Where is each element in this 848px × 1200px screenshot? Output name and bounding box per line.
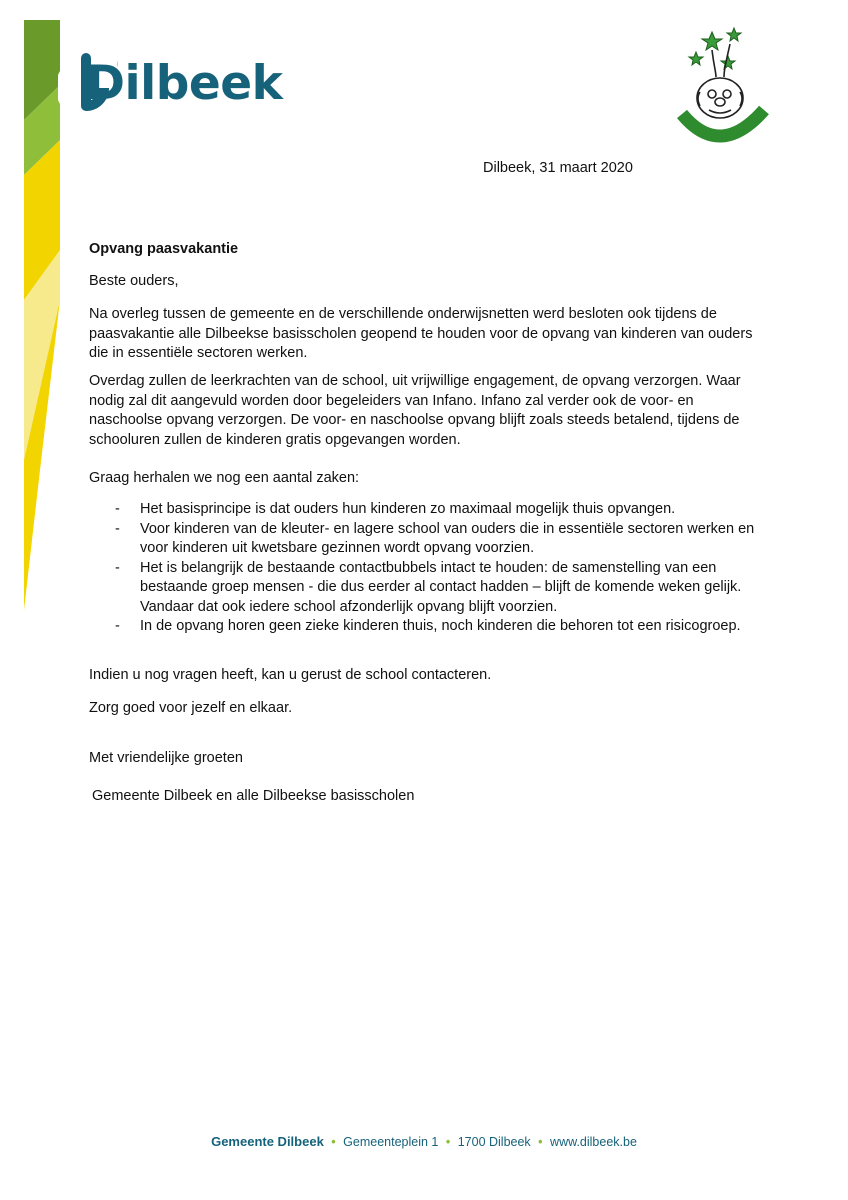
footer-website[interactable]: www.dilbeek.be: [550, 1135, 637, 1149]
footer-organization: Gemeente Dilbeek: [211, 1134, 324, 1149]
footer-separator: •: [331, 1135, 336, 1149]
greeting: Met vriendelijke groeten: [89, 750, 243, 766]
bullet-text: Het basisprincipe is dat ouders hun kinderen zo maximaal mogelijk thuis opvangen.: [140, 501, 676, 517]
bullet-marker: -: [115, 501, 120, 517]
bullet-marker: -: [115, 618, 120, 634]
bullet-text: In de opvang horen geen zieke kinderen thuis, noch kinderen die behoren tot een risicogroep.: [140, 618, 741, 634]
list-item: [89, 500, 759, 520]
face-icon: [697, 44, 743, 118]
letter-salutation: Beste ouders,: [89, 273, 179, 289]
footer-address: Gemeenteplein 1: [343, 1135, 439, 1149]
footer-separator: •: [538, 1135, 543, 1149]
bullet-marker: -: [115, 520, 120, 537]
letter-subject: Opvang paasvakantie: [89, 241, 239, 257]
letter-date: Dilbeek, 31 maart 2020: [483, 160, 633, 176]
signature: Gemeente Dilbeek en alle Dilbeekse basisscholen: [92, 788, 415, 804]
paragraph-1: Na overleg tussen de gemeente en de verschillende onderwijsnetten werd besloten ook tijdens de paasvakantie alle Dilbeekse basisscholen geopend te houden voor de opvang van kinderen van ouders die in essentiële sectoren werken.: [89, 306, 753, 361]
list-item: [89, 559, 759, 618]
bullet-text: Het is belangrijk de bestaande contactbubbels intact te houden: de samenstelling van een bestaande groep mensen - die dus eerder al contact hadden – blijft de komende weken gelijk. Vandaar dat ook iedere school afzonderlijk opvang blijft voorzien.: [140, 559, 742, 615]
paragraph-2: Overdag zullen de leerkrachten van de school, uit vrijwillige engagement, de opvang verzorgen. Waar nodig zal dit aangevuld worden door begeleiders van Infano. Infano zal verder ook de voor- en naschoolse opvang verzorgen. De voor- en naschoolse opvang blijft zoals steeds betalend, tijdens de schooluren zullen de kinderen gratis opgevangen worden.: [89, 373, 741, 448]
footer-separator: •: [445, 1135, 451, 1149]
footer-postal: 1700 Dilbeek: [457, 1135, 531, 1149]
footer: [0, 1134, 848, 1149]
star-icon: [689, 28, 741, 69]
list-item: [89, 617, 759, 637]
bullet-marker: -: [115, 559, 120, 576]
closing-line-1: Indien u nog vragen heeft, kan u gerust de school contacteren.: [89, 667, 492, 683]
logo-wordmark: Dilbeek: [86, 56, 283, 111]
dilbeek-logo: [60, 50, 300, 130]
school-logo: [664, 22, 774, 152]
paragraph-3: Graag herhalen we nog een aantal zaken:: [89, 470, 360, 486]
bullet-list: [89, 500, 759, 637]
decorative-color-band: [0, 0, 60, 620]
list-item: [89, 520, 759, 559]
bullet-text: Voor kinderen van de kleuter- en lagere school van ouders die in essentiële sectoren werken en voor kinderen uit kwetsbare gezinnen wordt opvang voorzien.: [140, 520, 755, 556]
closing-line-2: Zorg goed voor jezelf en elkaar.: [89, 700, 293, 716]
